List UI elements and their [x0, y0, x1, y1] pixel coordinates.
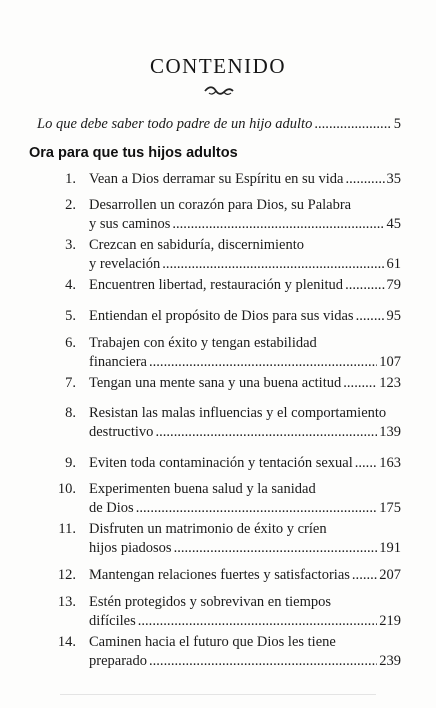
section-heading: Ora para que tus hijos adultos: [29, 145, 238, 161]
toc-entry-title-continued: [89, 499, 401, 518]
toc-entry-body: [89, 454, 401, 473]
toc-entry-title-line2: destructivo: [89, 424, 154, 440]
toc-entry-page: 175: [379, 500, 401, 516]
dot-leader: [355, 454, 378, 473]
toc-entry-body: [89, 236, 401, 274]
toc-entry-page: 79: [386, 277, 401, 293]
toc-entry-title: Trabajen con éxito y tengan estabilidad: [89, 335, 317, 351]
toc-entry-page: 35: [386, 171, 401, 187]
dot-leader: [136, 499, 378, 518]
toc-entry-title: Vean a Dios derramar su Espíritu en su vida: [89, 171, 344, 187]
toc-entry-page: 239: [379, 653, 401, 669]
toc-entry-title: Experimenten buena salud y la sanidad: [89, 481, 316, 497]
toc-intro-page: 5: [393, 116, 401, 132]
toc-entry-body: [89, 170, 401, 189]
dot-leader: [138, 612, 378, 631]
toc-entry-line: [89, 454, 401, 473]
dot-leader: [343, 374, 377, 393]
toc-entry-page: 163: [379, 455, 401, 471]
dot-leader: [162, 255, 384, 274]
toc-entry-number: 10.: [57, 481, 76, 497]
toc-intro-title: Lo que debe saber todo padre de un hijo adulto: [37, 116, 313, 132]
toc-entry-title: Encuentren libertad, restauración y plenitud: [89, 277, 344, 293]
dot-leader: [345, 276, 384, 295]
toc-entry-line: [89, 307, 401, 326]
dot-leader: [314, 116, 391, 133]
toc-entry-page: 95: [386, 308, 401, 324]
dot-leader: [149, 652, 377, 671]
dot-leader: [174, 539, 378, 558]
toc-entry-title-continued: [89, 612, 401, 631]
flourish-ornament-icon: [203, 85, 235, 97]
toc-entry-title-continued: [89, 353, 401, 372]
toc-entry-body: [89, 334, 401, 372]
toc-entry-title: Estén protegidos y sobrevivan en tiempos: [89, 594, 332, 610]
toc-entry-number: 8.: [65, 405, 76, 421]
dot-leader: [149, 353, 377, 372]
toc-entry-body: [89, 404, 401, 442]
toc-entry-title-continued: [89, 423, 401, 442]
dot-leader: [352, 566, 377, 585]
toc-entry-page: 191: [379, 540, 401, 556]
toc-entry-number: 5.: [65, 308, 76, 324]
toc-entry-line: [89, 374, 401, 393]
toc-entry-title-line2: de Dios: [89, 500, 134, 516]
toc-entry-body: [89, 633, 401, 671]
toc-entry-body: [89, 566, 401, 585]
toc-entry-page: 207: [379, 567, 401, 583]
toc-entry-title-line2: hijos piadosos: [89, 540, 172, 556]
page-title: CONTENIDO: [150, 54, 286, 78]
toc-entry-number: 14.: [57, 634, 76, 650]
toc-entry-title-continued: [89, 652, 401, 671]
toc-entry-body: [89, 276, 401, 295]
toc-entry-title-continued: [89, 215, 401, 234]
toc-entry-title: Caminen hacia el futuro que Dios les tiene: [89, 634, 336, 650]
toc-entry-page: 123: [379, 375, 401, 391]
toc-entry-number: 12.: [57, 567, 76, 583]
toc-entry-title-line2: financiera: [89, 354, 147, 370]
toc-entry-number: 11.: [58, 521, 76, 537]
toc-entry-title-line2: difíciles: [89, 613, 136, 629]
toc-entry-body: [89, 520, 401, 558]
toc-entry-title: Disfruten un matrimonio de éxito y críen: [89, 521, 327, 537]
toc-entry-title: Crezcan en sabiduría, discernimiento: [89, 237, 305, 253]
toc-entry-title: Tengan una mente sana y una buena actitud: [89, 375, 342, 391]
toc-entry-number: 2.: [65, 197, 76, 213]
toc-entry-page: 139: [379, 424, 401, 440]
bottom-rule: [60, 694, 376, 695]
dot-leader: [346, 170, 385, 189]
toc-entry-title: Eviten toda contaminación y tentación sexual: [89, 455, 353, 471]
toc-entry-body: [89, 196, 401, 234]
toc-entry-body: [89, 480, 401, 518]
toc-entry-title: Mantengan relaciones fuertes y satisfactorias: [89, 567, 350, 583]
toc-entry-body: [89, 593, 401, 631]
toc-entry-page: 219: [379, 613, 401, 629]
toc-entry-title-line2: y revelación: [89, 256, 161, 272]
toc-entry-number: 4.: [65, 277, 76, 293]
toc-entry-line: [89, 566, 401, 585]
toc-entry-title: Desarrollen un corazón para Dios, su Palabra: [89, 197, 352, 213]
dot-leader: [155, 423, 377, 442]
toc-entry-number: 1.: [65, 171, 76, 187]
toc-entry-body: [89, 307, 401, 326]
toc-entry-number: 3.: [65, 237, 76, 253]
toc-entry-page: 61: [386, 256, 401, 272]
toc-entry-title-continued: [89, 539, 401, 558]
toc-entry-number: 6.: [65, 335, 76, 351]
toc-entry-number: 7.: [65, 375, 76, 391]
toc-entry-title: Entiendan el propósito de Dios para sus vidas: [89, 308, 354, 324]
dot-leader: [172, 215, 384, 234]
toc-entry-title-continued: [89, 255, 401, 274]
toc-entry-title-line2: preparado: [89, 653, 147, 669]
toc-entry-page: 45: [386, 216, 401, 232]
dot-leader: [356, 307, 385, 326]
toc-entry-title: Resistan las malas influencias y el comportamiento: [89, 405, 387, 421]
toc-entry-body: [89, 374, 401, 393]
toc-entry-number: 13.: [57, 594, 76, 610]
toc-intro-entry[interactable]: [37, 116, 401, 133]
toc-entry-number: 9.: [65, 455, 76, 471]
toc-entry-title-line2: y sus caminos: [89, 216, 171, 232]
toc-entry-page: 107: [379, 354, 401, 370]
toc-entry-line: [89, 276, 401, 295]
toc-entry-line: [89, 170, 401, 189]
